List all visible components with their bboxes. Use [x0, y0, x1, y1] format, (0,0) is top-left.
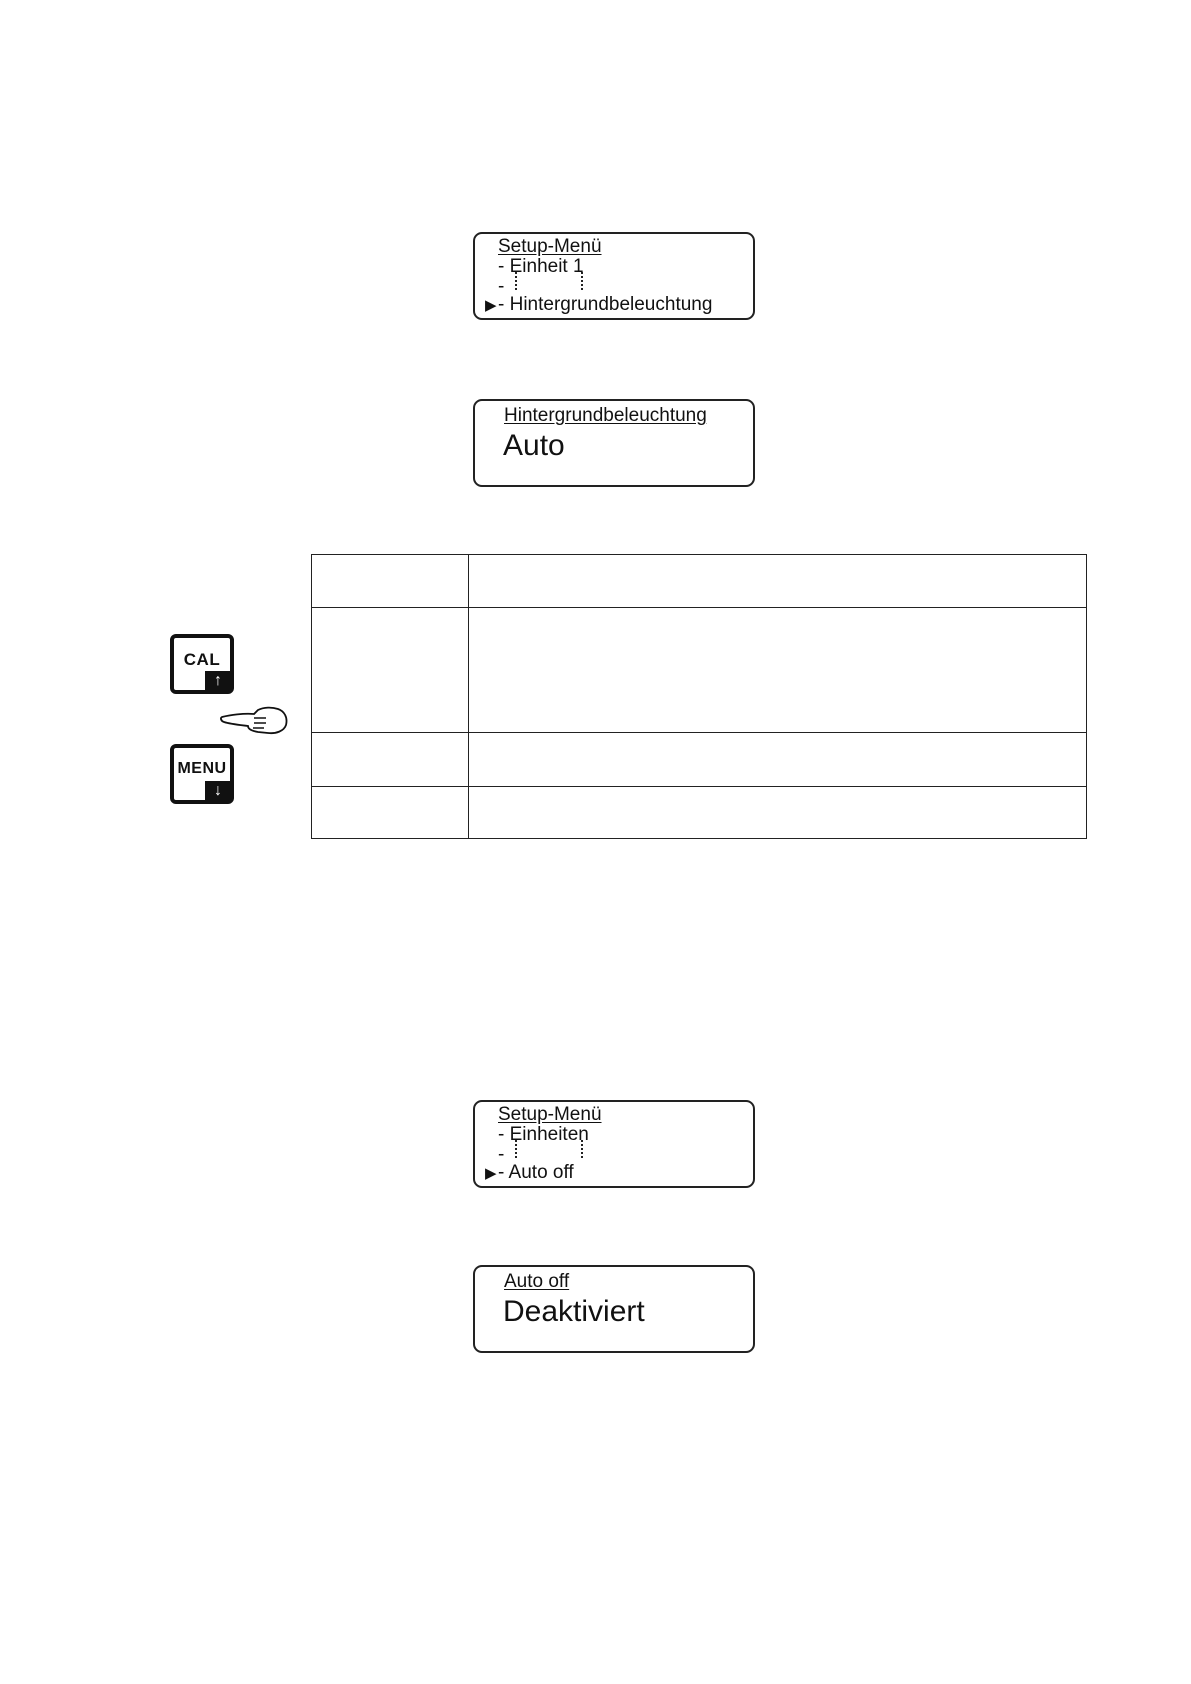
pointing-hand-icon [220, 703, 290, 739]
dotted-separator [581, 272, 583, 290]
arrow-down-icon: ↓ [205, 781, 231, 801]
arrow-up-icon: ↑ [205, 671, 231, 691]
dotted-separator [581, 1140, 583, 1158]
table-row-divider [312, 732, 1086, 733]
lcd-display-setup-menu-backlight [473, 232, 755, 320]
menu-item-unit: - Einheit 1 [498, 256, 584, 277]
menu-item-backlight: - Hintergrundbeleuchtung [498, 294, 713, 315]
table-row-divider [312, 607, 1086, 608]
lcd-value: Auto [503, 429, 565, 462]
menu-item-ellipsis: - [498, 1144, 505, 1165]
selection-arrow-icon: ▶ [485, 297, 497, 314]
dotted-separator [515, 272, 517, 290]
lcd-display-auto-off-value [473, 1265, 755, 1353]
lcd-display-setup-menu-auto-off [473, 1100, 755, 1188]
lcd-value: Deaktiviert [503, 1295, 645, 1328]
lcd-display-backlight-value [473, 399, 755, 487]
cal-key-label: CAL [183, 650, 221, 669]
lcd-title: Setup-Menü [498, 236, 602, 257]
menu-key-label: MENU [177, 760, 227, 777]
table-row-divider [312, 786, 1086, 787]
dotted-separator [515, 1140, 517, 1158]
cal-key[interactable] [170, 634, 234, 694]
lcd-title: Auto off [504, 1271, 570, 1292]
selection-arrow-icon: ▶ [485, 1165, 497, 1182]
settings-table [311, 554, 1087, 839]
lcd-title: Setup-Menü [498, 1104, 602, 1125]
menu-key[interactable] [170, 744, 234, 804]
table-column-divider [468, 555, 469, 838]
menu-item-auto-off: - Auto off [498, 1162, 574, 1183]
menu-item-ellipsis: - [498, 276, 505, 297]
lcd-title: Hintergrundbeleuchtung [504, 405, 707, 426]
menu-item-units: - Einheiten [498, 1124, 589, 1145]
